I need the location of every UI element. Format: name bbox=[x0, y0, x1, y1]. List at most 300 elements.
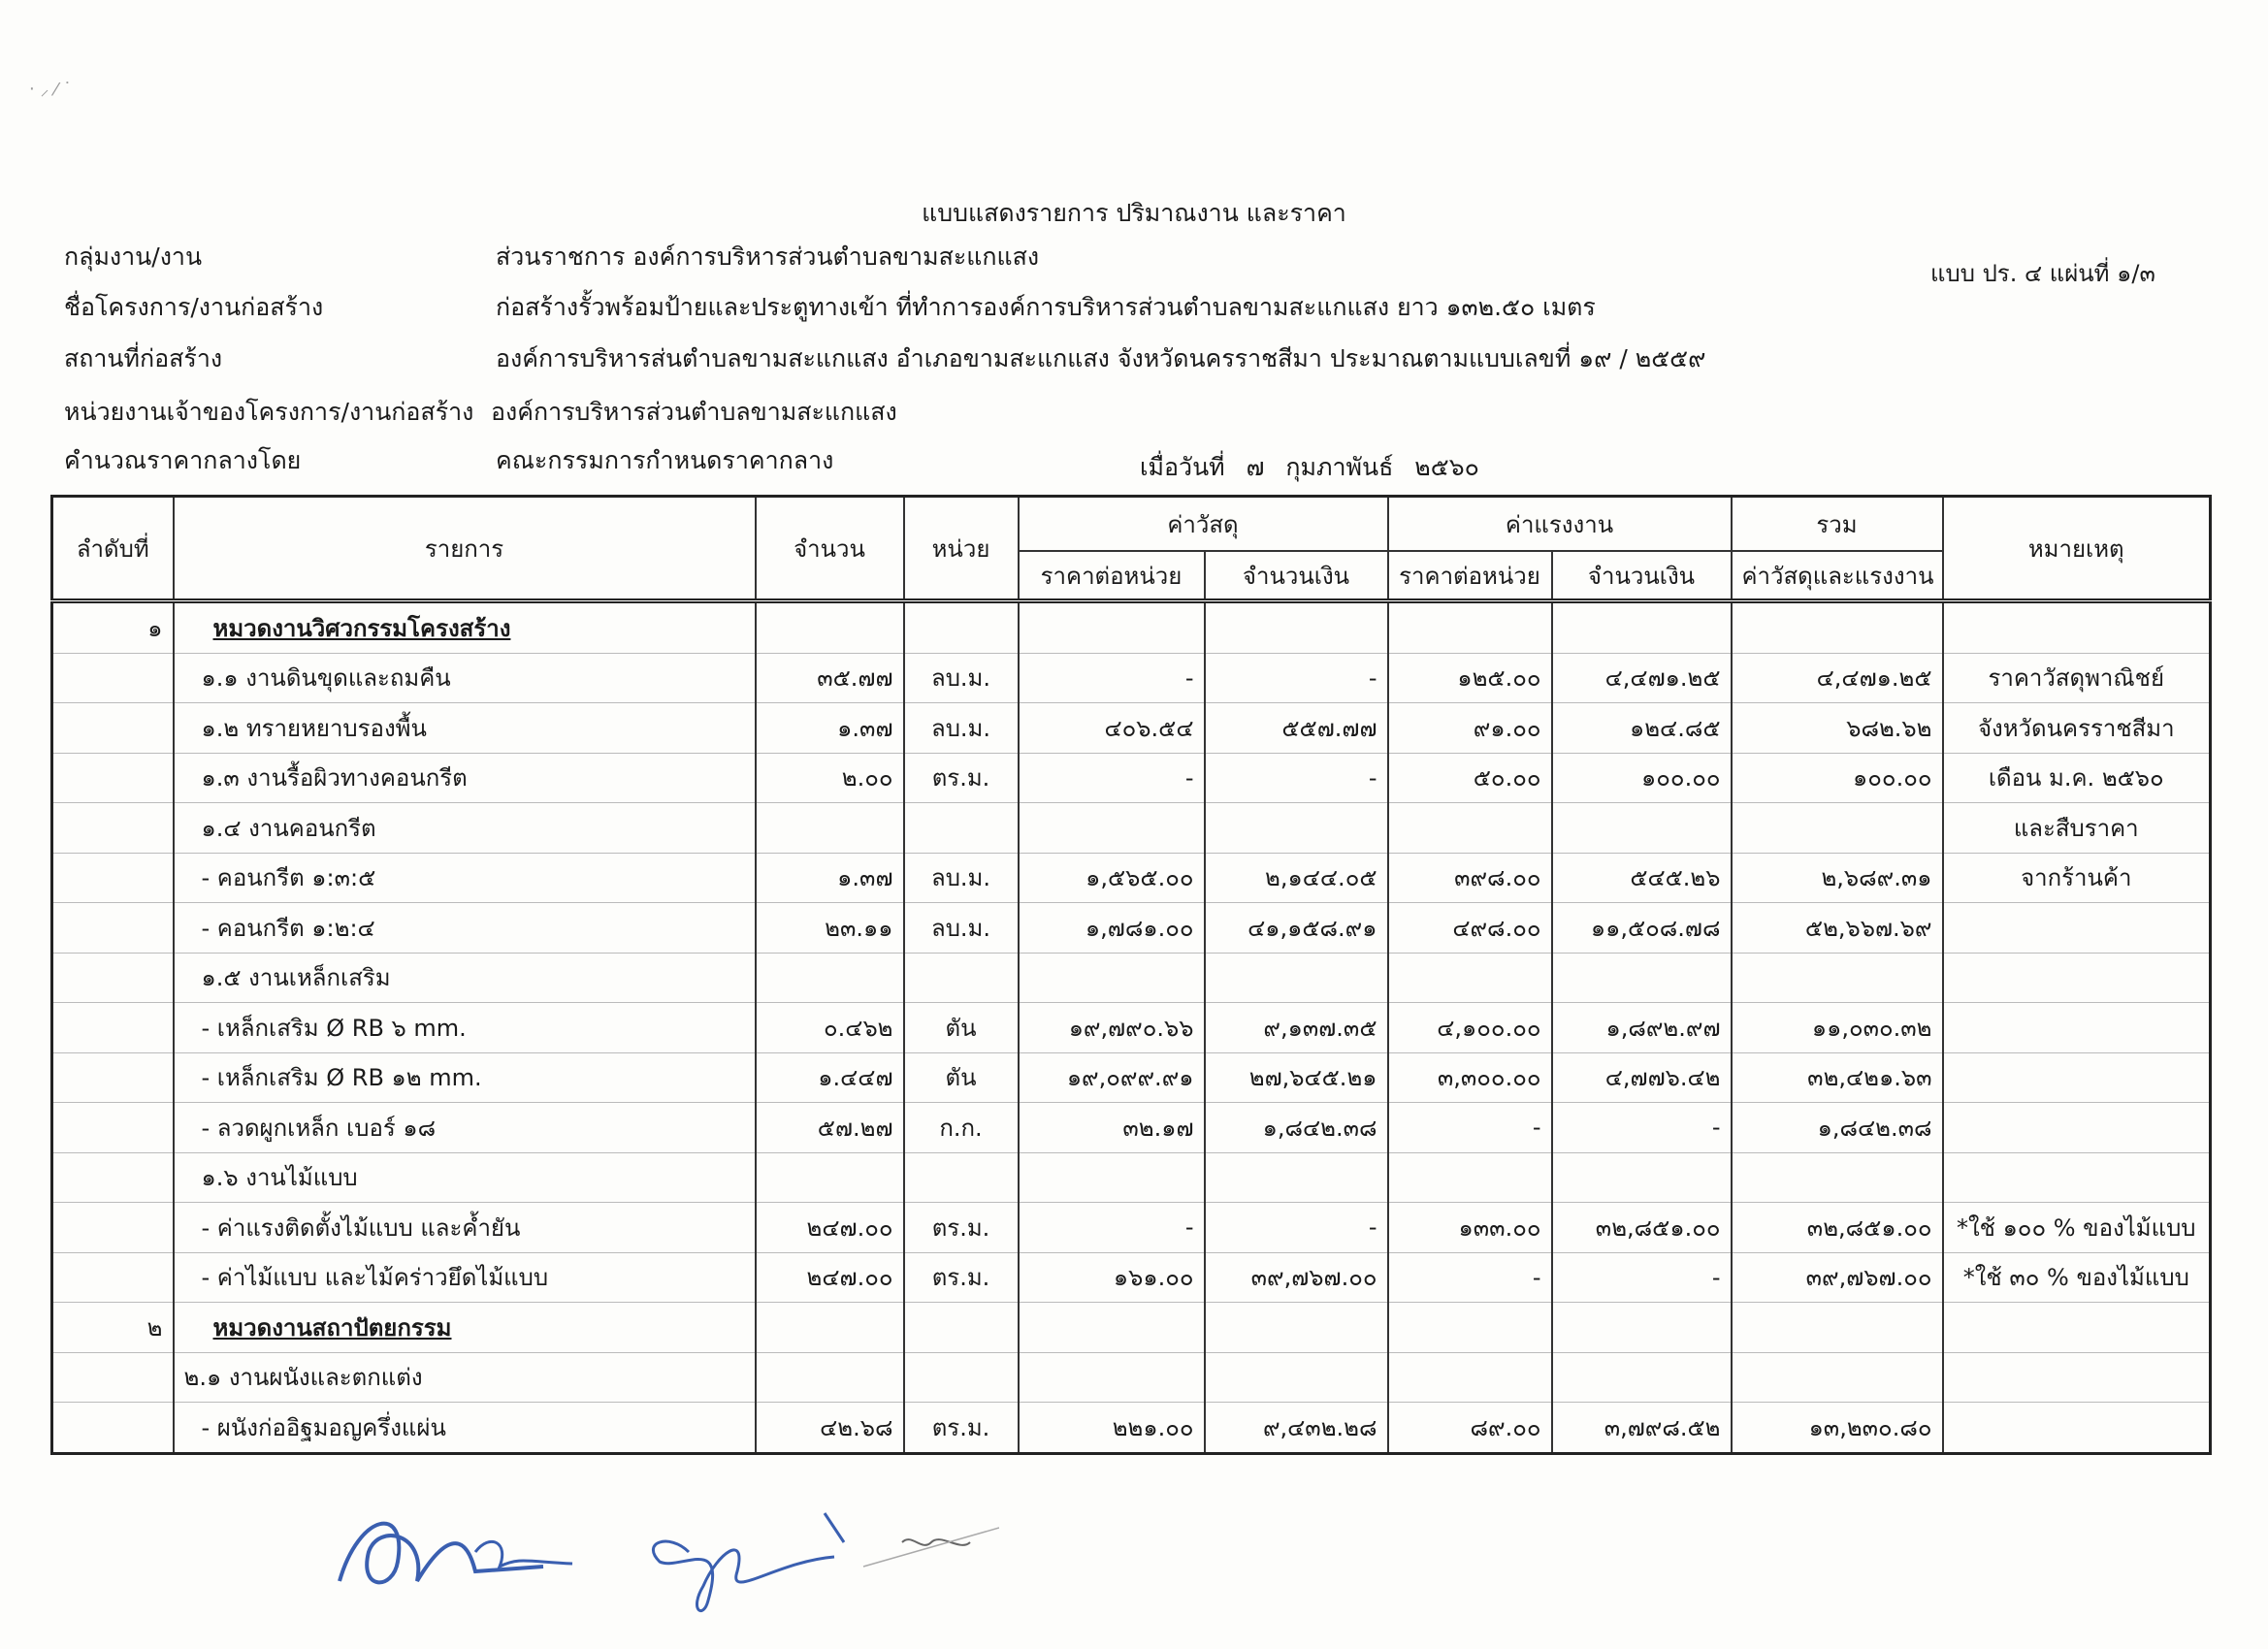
labor-amount-cell bbox=[1552, 1003, 1732, 1053]
row-number-cell bbox=[52, 1403, 174, 1454]
material-unit-price-cell bbox=[1019, 1252, 1205, 1303]
total-amount-cell bbox=[1732, 1252, 1943, 1303]
labor-amount-cell bbox=[1552, 1403, 1732, 1454]
remark: *ใช้ ๑๐๐ % ของไม้แบบ bbox=[1956, 1213, 2196, 1242]
table-row bbox=[52, 1203, 2211, 1253]
unit-cell bbox=[904, 853, 1019, 903]
item-name: - คอนกรีต ๑:๓:๕ bbox=[201, 864, 376, 892]
remark-cell bbox=[1943, 903, 2211, 954]
col-header-material: ค่าวัสดุ bbox=[1019, 497, 1388, 552]
material-amount-cell bbox=[1205, 1152, 1388, 1203]
col-header-total-top: รวม bbox=[1732, 497, 1943, 552]
labor-unit-price: - bbox=[1532, 1263, 1541, 1291]
remark-cell bbox=[1943, 1003, 2211, 1053]
material-unit-price-cell bbox=[1019, 1203, 1205, 1253]
material-amount: - bbox=[1368, 1213, 1377, 1242]
labor-amount: ๓,๗๙๘.๕๒ bbox=[1604, 1413, 1721, 1441]
labor-amount: ๑๑,๕๐๘.๗๘ bbox=[1590, 914, 1721, 942]
header-label: หน่วยงานเจ้าของโครงการ/งานก่อสร้าง bbox=[64, 398, 474, 426]
form-reference: แบบ ปร. ๔ แผ่นที่ ๑/๓ bbox=[1930, 260, 2155, 287]
material-unit-price-cell bbox=[1019, 601, 1205, 654]
material-unit-price: - bbox=[1184, 663, 1194, 692]
labor-unit-price-cell bbox=[1388, 703, 1552, 754]
unit-cell bbox=[904, 1003, 1019, 1053]
material-unit-price: ๑๙,๗๙๐.๖๖ bbox=[1068, 1014, 1194, 1042]
date-line bbox=[1140, 448, 1493, 487]
item-name-cell bbox=[174, 601, 756, 654]
labor-unit-price-cell bbox=[1388, 1252, 1552, 1303]
material-amount-cell bbox=[1205, 703, 1388, 754]
unit-cell bbox=[904, 753, 1019, 803]
unit-cell bbox=[904, 1152, 1019, 1203]
unit-cell bbox=[904, 1252, 1019, 1303]
labor-amount: - bbox=[1711, 1263, 1721, 1291]
header-label: สถานที่ก่อสร้าง bbox=[64, 344, 223, 372]
table-row bbox=[52, 703, 2211, 754]
remark-cell bbox=[1943, 953, 2211, 1003]
labor-amount-cell bbox=[1552, 1103, 1732, 1153]
total-amount-cell bbox=[1732, 1203, 1943, 1253]
unit-cell bbox=[904, 903, 1019, 954]
item-name: - ลวดผูกเหล็ก เบอร์ ๑๘ bbox=[201, 1114, 437, 1142]
labor-unit-price-cell bbox=[1388, 1003, 1552, 1053]
unit: ลบ.ม. bbox=[930, 664, 991, 693]
quantity-cell bbox=[756, 1152, 904, 1203]
labor-unit-price: ๓๙๘.๐๐ bbox=[1454, 864, 1541, 892]
total-amount-cell bbox=[1732, 953, 1943, 1003]
material-unit-price: - bbox=[1184, 763, 1194, 792]
handwritten-signatures bbox=[320, 1474, 999, 1620]
remark-cell bbox=[1943, 1403, 2211, 1454]
col-header-labor-unit-price: ราคาต่อหน่วย bbox=[1388, 551, 1552, 601]
row-number-cell bbox=[52, 1303, 174, 1353]
item-name-cell bbox=[174, 1403, 756, 1454]
row-number-cell bbox=[52, 803, 174, 854]
remark-cell bbox=[1943, 1203, 2211, 1253]
material-unit-price-cell bbox=[1019, 1403, 1205, 1454]
row-number-cell bbox=[52, 653, 174, 703]
item-name: ๑.๕ งานเหล็กเสริม bbox=[201, 964, 391, 992]
material-amount-cell bbox=[1205, 1103, 1388, 1153]
item-name: ๒.๑ งานผนังและตกแต่ง bbox=[183, 1364, 423, 1392]
material-amount: ๑,๘๔๒.๓๘ bbox=[1262, 1114, 1377, 1142]
item-name: หมวดงานวิศวกรรมโครงสร้าง bbox=[212, 614, 511, 642]
table-row bbox=[52, 1403, 2211, 1454]
remark-cell bbox=[1943, 853, 2211, 903]
quantity-cell bbox=[756, 803, 904, 854]
labor-amount-cell bbox=[1552, 803, 1732, 854]
total-amount-cell bbox=[1732, 853, 1943, 903]
row-number: ๑ bbox=[147, 614, 163, 642]
item-name: หมวดงานสถาปัตยกรรม bbox=[212, 1313, 452, 1342]
quantity-cell bbox=[756, 1352, 904, 1403]
labor-unit-price: ๙๑.๐๐ bbox=[1473, 714, 1541, 742]
header-value: ก่อสร้างรั้วพร้อมป้ายและประตูทางเข้า ที่ทำการองค์การบริหารส่วนตำบลขามสะแกแสง ยาว ๑๓๒.๕๐ เมตร bbox=[496, 293, 1596, 321]
row-number: ๒ bbox=[146, 1313, 163, 1342]
labor-amount-cell bbox=[1552, 903, 1732, 954]
total-amount: ๒,๖๘๙.๓๑ bbox=[1821, 864, 1932, 892]
unit: ลบ.ม. bbox=[930, 914, 991, 942]
quantity: ๑.๔๔๗ bbox=[818, 1064, 893, 1092]
labor-unit-price-cell bbox=[1388, 803, 1552, 854]
date-month: กุมภาพันธ์ bbox=[1285, 453, 1394, 481]
labor-unit-price-cell bbox=[1388, 953, 1552, 1003]
row-number-cell bbox=[52, 601, 174, 654]
labor-amount-cell bbox=[1552, 653, 1732, 703]
table-row bbox=[52, 1303, 2211, 1353]
header-label: คำนวณราคากลางโดย bbox=[64, 446, 302, 474]
labor-unit-price-cell bbox=[1388, 653, 1552, 703]
header-value: คณะกรรมการกำหนดราคากลาง bbox=[496, 446, 834, 474]
unit-cell bbox=[904, 803, 1019, 854]
labor-unit-price-cell bbox=[1388, 853, 1552, 903]
unit: ตร.ม. bbox=[931, 1413, 990, 1441]
labor-amount-cell bbox=[1552, 953, 1732, 1003]
material-unit-price-cell bbox=[1019, 953, 1205, 1003]
quantity-cell bbox=[756, 1103, 904, 1153]
item-name-cell bbox=[174, 1252, 756, 1303]
unit: ตัน bbox=[945, 1064, 977, 1092]
item-name-cell bbox=[174, 1052, 756, 1103]
labor-amount: - bbox=[1711, 1114, 1721, 1142]
total-amount-cell bbox=[1732, 1152, 1943, 1203]
quantity: ๓๕.๗๗ bbox=[817, 664, 893, 693]
table-row bbox=[52, 1103, 2211, 1153]
table-row bbox=[52, 953, 2211, 1003]
material-amount-cell bbox=[1205, 1003, 1388, 1053]
total-amount-cell bbox=[1732, 1403, 1943, 1454]
unit-cell bbox=[904, 1052, 1019, 1103]
date-year: ๒๕๖๐ bbox=[1414, 453, 1479, 481]
table-row bbox=[52, 1003, 2211, 1053]
total-amount: ๕๒,๖๖๗.๖๙ bbox=[1804, 914, 1932, 942]
material-amount: ๙,๔๓๒.๒๘ bbox=[1262, 1413, 1377, 1441]
labor-unit-price-cell bbox=[1388, 903, 1552, 954]
labor-amount-cell bbox=[1552, 703, 1732, 754]
material-unit-price: ๑๙,๐๙๙.๙๑ bbox=[1066, 1064, 1194, 1092]
item-name-cell bbox=[174, 803, 756, 854]
remark-cell bbox=[1943, 1352, 2211, 1403]
quantity: ๒.๐๐ bbox=[841, 764, 893, 792]
remark-cell bbox=[1943, 1103, 2211, 1153]
material-unit-price: ๓๒.๑๗ bbox=[1122, 1114, 1194, 1142]
row-number-cell bbox=[52, 953, 174, 1003]
material-amount-cell bbox=[1205, 1252, 1388, 1303]
labor-unit-price: ๓,๓๐๐.๐๐ bbox=[1437, 1064, 1541, 1092]
total-amount-cell bbox=[1732, 653, 1943, 703]
total-amount: ๑๓,๒๓๐.๘๐ bbox=[1808, 1413, 1932, 1441]
material-unit-price: - bbox=[1184, 1213, 1194, 1242]
labor-unit-price: ๘๙.๐๐ bbox=[1470, 1413, 1541, 1441]
labor-amount-cell bbox=[1552, 1252, 1732, 1303]
quantity-cell bbox=[756, 1252, 904, 1303]
row-number-cell bbox=[52, 1352, 174, 1403]
material-amount-cell bbox=[1205, 1052, 1388, 1103]
col-header-material-amount: จำนวนเงิน bbox=[1205, 551, 1388, 601]
total-amount-cell bbox=[1732, 703, 1943, 754]
unit-cell bbox=[904, 1103, 1019, 1153]
material-amount: ๕๕๗.๗๗ bbox=[1281, 714, 1377, 742]
item-name: - เหล็กเสริม Ø RB ๖ mm. bbox=[201, 1014, 467, 1042]
unit-cell bbox=[904, 601, 1019, 654]
row-number-cell bbox=[52, 703, 174, 754]
item-name: - ค่าแรงติดตั้งไม้แบบ และค้ำยัน bbox=[201, 1213, 521, 1242]
quantity: ๔๒.๖๘ bbox=[820, 1413, 893, 1441]
total-amount: ๓๒,๔๒๑.๖๓ bbox=[1807, 1064, 1932, 1092]
item-name-cell bbox=[174, 703, 756, 754]
unit: ตร.ม. bbox=[931, 1213, 990, 1242]
item-name: - ผนังก่ออิฐมอญครึ่งแผ่น bbox=[201, 1413, 446, 1441]
remark: จังหวัดนครราชสีมา bbox=[1977, 714, 2175, 742]
labor-amount: ๔,๔๗๑.๒๕ bbox=[1604, 664, 1721, 693]
remark: *ใช้ ๓๐ % ของไม้แบบ bbox=[1962, 1264, 2189, 1292]
total-amount: ๔,๔๗๑.๒๕ bbox=[1816, 664, 1932, 693]
item-name-cell bbox=[174, 853, 756, 903]
remark-cell bbox=[1943, 703, 2211, 754]
quantity-cell bbox=[756, 703, 904, 754]
labor-amount-cell bbox=[1552, 853, 1732, 903]
material-unit-price-cell bbox=[1019, 1303, 1205, 1353]
header-label: กลุ่มงาน/งาน bbox=[64, 242, 203, 271]
header-label: ชื่อโครงการ/งานก่อสร้าง bbox=[64, 293, 324, 321]
labor-amount: ๕๔๕.๒๖ bbox=[1630, 864, 1721, 892]
item-name-cell bbox=[174, 1003, 756, 1053]
item-name-cell bbox=[174, 903, 756, 954]
labor-amount: ๑๒๔.๘๕ bbox=[1629, 714, 1721, 742]
material-amount: ๒๗,๖๔๕.๒๑ bbox=[1248, 1064, 1377, 1092]
material-amount: - bbox=[1368, 763, 1377, 792]
quantity-cell bbox=[756, 853, 904, 903]
item-name-cell bbox=[174, 753, 756, 803]
material-amount-cell bbox=[1205, 803, 1388, 854]
labor-amount-cell bbox=[1552, 1152, 1732, 1203]
total-amount-cell bbox=[1732, 903, 1943, 954]
labor-amount-cell bbox=[1552, 1203, 1732, 1253]
quantity: ๒๓.๑๑ bbox=[825, 914, 893, 942]
quantity-cell bbox=[756, 601, 904, 654]
remark-cell bbox=[1943, 1052, 2211, 1103]
material-unit-price: ๑,๕๖๕.๐๐ bbox=[1085, 864, 1194, 892]
labor-unit-price-cell bbox=[1388, 1403, 1552, 1454]
labor-amount-cell bbox=[1552, 753, 1732, 803]
total-amount-cell bbox=[1732, 601, 1943, 654]
total-amount: ๖๘๒.๖๒ bbox=[1846, 714, 1932, 742]
quantity-cell bbox=[756, 1203, 904, 1253]
header-value: องค์การบริหารส่นตำบลขามสะแกแสง อำเภอขามสะแกแสง จังหวัดนครราชสีมา ประมาณตามแบบเลขที่ ๑๙ / ๒๕๕๙ bbox=[496, 344, 1706, 372]
col-header-note: หมายเหตุ bbox=[1943, 497, 2211, 601]
material-amount: ๓๙,๗๖๗.๐๐ bbox=[1250, 1264, 1377, 1292]
total-amount-cell bbox=[1732, 1003, 1943, 1053]
item-name-cell bbox=[174, 1352, 756, 1403]
row-number-cell bbox=[52, 1052, 174, 1103]
total-amount: ๓๙,๗๖๗.๐๐ bbox=[1805, 1264, 1932, 1292]
item-name: - ค่าไม้แบบ และไม้คร่าวยึดไม้แบบ bbox=[201, 1264, 549, 1292]
labor-unit-price-cell bbox=[1388, 1152, 1552, 1203]
labor-amount: ๑๐๐.๐๐ bbox=[1641, 764, 1721, 792]
remark-cell bbox=[1943, 1303, 2211, 1353]
total-amount-cell bbox=[1732, 1352, 1943, 1403]
labor-amount: ๑,๘๙๒.๙๗ bbox=[1605, 1014, 1721, 1042]
document-title: แบบแสดงรายการ ปริมาณงาน และราคา bbox=[922, 199, 1346, 227]
unit: ตร.ม. bbox=[931, 1264, 990, 1292]
material-amount: - bbox=[1368, 663, 1377, 692]
row-number-cell bbox=[52, 1103, 174, 1153]
quantity-cell bbox=[756, 1052, 904, 1103]
material-amount-cell bbox=[1205, 1203, 1388, 1253]
row-number-cell bbox=[52, 1152, 174, 1203]
scan-marks: ‧ ⸝ ⁄ ˙ bbox=[29, 80, 72, 100]
labor-unit-price-cell bbox=[1388, 1303, 1552, 1353]
remark-cell bbox=[1943, 653, 2211, 703]
quantity-cell bbox=[756, 753, 904, 803]
item-name-cell bbox=[174, 1103, 756, 1153]
material-amount: ๔๑,๑๕๘.๙๑ bbox=[1247, 914, 1377, 942]
item-name: ๑.๔ งานคอนกรีต bbox=[201, 814, 376, 842]
total-amount-cell bbox=[1732, 753, 1943, 803]
material-unit-price-cell bbox=[1019, 1003, 1205, 1053]
labor-unit-price-cell bbox=[1388, 1052, 1552, 1103]
col-header-total-bottom: ค่าวัสดุและแรงงาน bbox=[1732, 551, 1943, 601]
labor-amount-cell bbox=[1552, 1303, 1732, 1353]
material-unit-price-cell bbox=[1019, 753, 1205, 803]
material-amount: ๙,๑๓๗.๓๕ bbox=[1263, 1014, 1377, 1042]
unit-cell bbox=[904, 653, 1019, 703]
unit-cell bbox=[904, 1303, 1019, 1353]
table-row bbox=[52, 1352, 2211, 1403]
item-name: - เหล็กเสริม Ø RB ๑๒ mm. bbox=[201, 1064, 482, 1092]
material-amount-cell bbox=[1205, 653, 1388, 703]
table-header bbox=[52, 497, 2211, 601]
date-label: เมื่อวันที่ bbox=[1140, 453, 1225, 481]
unit-cell bbox=[904, 703, 1019, 754]
row-number-cell bbox=[52, 1252, 174, 1303]
material-unit-price: ๔๐๖.๕๔ bbox=[1104, 714, 1194, 742]
item-name-cell bbox=[174, 1152, 756, 1203]
material-unit-price-cell bbox=[1019, 903, 1205, 954]
table-body bbox=[52, 601, 2211, 1454]
quantity: ๐.๔๖๒ bbox=[824, 1014, 893, 1042]
total-amount: ๓๒,๘๕๑.๐๐ bbox=[1806, 1213, 1932, 1242]
item-name-cell bbox=[174, 1203, 756, 1253]
header-value: ส่วนราชการ องค์การบริหารส่วนตำบลขามสะแกแสง bbox=[496, 242, 1040, 271]
material-amount-cell bbox=[1205, 903, 1388, 954]
col-header-item: รายการ bbox=[174, 497, 756, 601]
labor-unit-price-cell bbox=[1388, 1203, 1552, 1253]
row-number-cell bbox=[52, 753, 174, 803]
quantity-cell bbox=[756, 1403, 904, 1454]
unit-cell bbox=[904, 953, 1019, 1003]
unit: ลบ.ม. bbox=[930, 864, 991, 892]
col-header-no: ลำดับที่ bbox=[52, 497, 174, 601]
unit: ตร.ม. bbox=[931, 764, 990, 792]
table-row bbox=[52, 853, 2211, 903]
material-unit-price: ๑๖๑.๐๐ bbox=[1113, 1264, 1194, 1292]
material-amount-cell bbox=[1205, 601, 1388, 654]
labor-unit-price-cell bbox=[1388, 1352, 1552, 1403]
unit: ก.ก. bbox=[939, 1114, 983, 1142]
material-amount-cell bbox=[1205, 1403, 1388, 1454]
item-name-cell bbox=[174, 653, 756, 703]
remark: เดือน ม.ค. ๒๕๖๐ bbox=[1988, 764, 2164, 792]
labor-amount: ๔,๗๗๖.๔๒ bbox=[1604, 1064, 1721, 1092]
date-day: ๗ bbox=[1246, 453, 1265, 481]
item-name-cell bbox=[174, 1303, 756, 1353]
unit: ตัน bbox=[945, 1014, 977, 1042]
item-name: ๑.๖ งานไม้แบบ bbox=[201, 1164, 358, 1192]
labor-unit-price: ๔,๑๐๐.๐๐ bbox=[1437, 1014, 1541, 1042]
quantity-cell bbox=[756, 1303, 904, 1353]
table-row bbox=[52, 1152, 2211, 1203]
table-row bbox=[52, 803, 2211, 854]
table-row bbox=[52, 903, 2211, 954]
quantity: ๑.๓๗ bbox=[837, 714, 893, 742]
row-number-cell bbox=[52, 1203, 174, 1253]
remark: และสืบราคา bbox=[2013, 814, 2139, 842]
labor-amount-cell bbox=[1552, 1052, 1732, 1103]
table-row bbox=[52, 601, 2211, 654]
labor-unit-price: ๑๓๓.๐๐ bbox=[1458, 1213, 1541, 1242]
row-number-cell bbox=[52, 853, 174, 903]
material-amount-cell bbox=[1205, 1303, 1388, 1353]
item-name-cell bbox=[174, 953, 756, 1003]
total-amount: ๑,๘๔๒.๓๘ bbox=[1817, 1114, 1932, 1142]
labor-unit-price: ๕๐.๐๐ bbox=[1473, 764, 1541, 792]
remark: จากร้านค้า bbox=[2021, 864, 2132, 892]
material-amount-cell bbox=[1205, 753, 1388, 803]
labor-unit-price: - bbox=[1532, 1114, 1541, 1142]
quantity-cell bbox=[756, 953, 904, 1003]
labor-unit-price-cell bbox=[1388, 753, 1552, 803]
col-header-unit: หน่วย bbox=[904, 497, 1019, 601]
remark-cell bbox=[1943, 803, 2211, 854]
material-unit-price-cell bbox=[1019, 1103, 1205, 1153]
material-unit-price-cell bbox=[1019, 653, 1205, 703]
total-amount-cell bbox=[1732, 1052, 1943, 1103]
row-number-cell bbox=[52, 1003, 174, 1053]
labor-amount: ๓๒,๘๕๑.๐๐ bbox=[1595, 1213, 1721, 1242]
remark: ราคาวัสดุพาณิชย์ bbox=[1988, 664, 2165, 693]
item-name: ๑.๒ ทรายหยาบรองพื้น bbox=[201, 714, 427, 742]
row-number-cell bbox=[52, 903, 174, 954]
material-amount: ๒,๑๔๔.๐๕ bbox=[1265, 864, 1377, 892]
table-row bbox=[52, 1252, 2211, 1303]
quantity: ๒๔๗.๐๐ bbox=[806, 1213, 893, 1242]
quantity-cell bbox=[756, 903, 904, 954]
material-unit-price-cell bbox=[1019, 803, 1205, 854]
total-amount: ๑๑,๐๓๐.๓๒ bbox=[1811, 1014, 1932, 1042]
col-header-qty: จำนวน bbox=[756, 497, 904, 601]
quantity-cell bbox=[756, 1003, 904, 1053]
unit: ลบ.ม. bbox=[930, 714, 991, 742]
total-amount: ๑๐๐.๐๐ bbox=[1853, 764, 1932, 792]
unit-cell bbox=[904, 1203, 1019, 1253]
material-unit-price: ๒๒๑.๐๐ bbox=[1112, 1413, 1194, 1441]
table-row bbox=[52, 653, 2211, 703]
labor-unit-price: ๑๒๕.๐๐ bbox=[1457, 664, 1541, 693]
remark-cell bbox=[1943, 601, 2211, 654]
material-amount-cell bbox=[1205, 1352, 1388, 1403]
table-row bbox=[52, 753, 2211, 803]
labor-amount-cell bbox=[1552, 601, 1732, 654]
quantity: ๑.๓๗ bbox=[837, 864, 893, 892]
unit-cell bbox=[904, 1403, 1019, 1454]
material-amount-cell bbox=[1205, 953, 1388, 1003]
material-amount-cell bbox=[1205, 853, 1388, 903]
table-row bbox=[52, 1052, 2211, 1103]
boq-table bbox=[50, 495, 2212, 1455]
header-value: องค์การบริหารส่วนตำบลขามสะแกแสง bbox=[491, 398, 897, 426]
remark-cell bbox=[1943, 753, 2211, 803]
